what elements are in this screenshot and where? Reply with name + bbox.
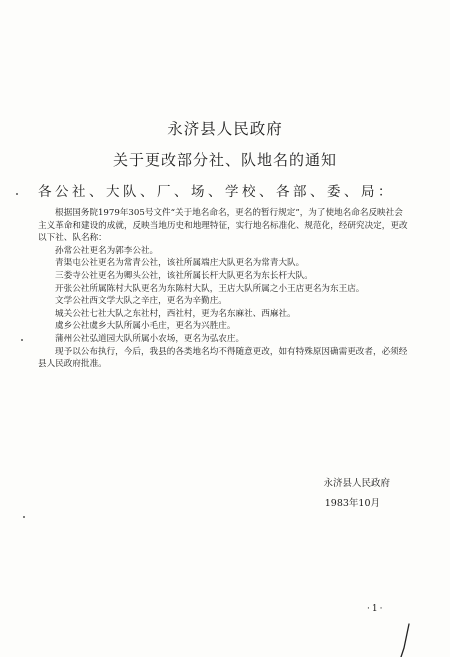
rename-item: 虞乡公社虞乡大队所属小毛庄，更名为兴胜庄。 bbox=[55, 321, 236, 332]
rename-item: 蒲州公社弘道园大队所属小农场，更名为弘农庄。 bbox=[55, 333, 245, 344]
notice-body bbox=[38, 207, 410, 371]
scan-speck bbox=[23, 516, 25, 518]
rename-item: 孙常公社更名为郭李公社。 bbox=[55, 245, 159, 256]
salutation: 各公社、大队、厂、场、学校、各部、委、局： bbox=[38, 184, 395, 200]
issuer-heading: 永济县人民政府 bbox=[167, 120, 283, 138]
signature-date: 1983年10月 bbox=[324, 498, 380, 509]
notice-title: 关于更改部分社、队地名的通知 bbox=[112, 151, 337, 169]
rename-item: 青渠屯公社更名为常青公社，该社所属端庄大队更名为常青大队。 bbox=[55, 258, 305, 269]
closing-paragraph: 现予以公布执行，今后，我县的各类地名均不得随意更改，如有特殊原因确需更改者，必须经县人民政府批准。 bbox=[38, 346, 408, 370]
page-number: ·1· bbox=[367, 604, 385, 614]
rename-item: 文学公社西文学大队之辛庄，更名为辛勤庄。 bbox=[55, 296, 227, 307]
rename-item: 三娄寺公社更名为卿头公社，该社所属长杆大队更名为东长杆大队。 bbox=[55, 270, 313, 281]
rename-item: 开张公社所属陈村大队更名为东陈村大队，王店大队所属之小王店更名为东王店。 bbox=[55, 283, 365, 294]
intro-paragraph: 根据国务院1979年305号文件“关于地名命名，更名的暂行规定”，为了使地名命名反映社会主义革命和建设的成就，反映当地历史和地理特征，实行地名标准化、规范化，经研究决定，更改以下社、队名称： bbox=[38, 208, 408, 244]
scan-speck bbox=[16, 193, 18, 195]
signature-org: 永济县人民政府 bbox=[323, 478, 390, 489]
scan-speck bbox=[21, 339, 23, 341]
rename-item: 城关公社七社大队之东社村，西社村，更为名东麻社、西麻社。 bbox=[55, 308, 296, 319]
